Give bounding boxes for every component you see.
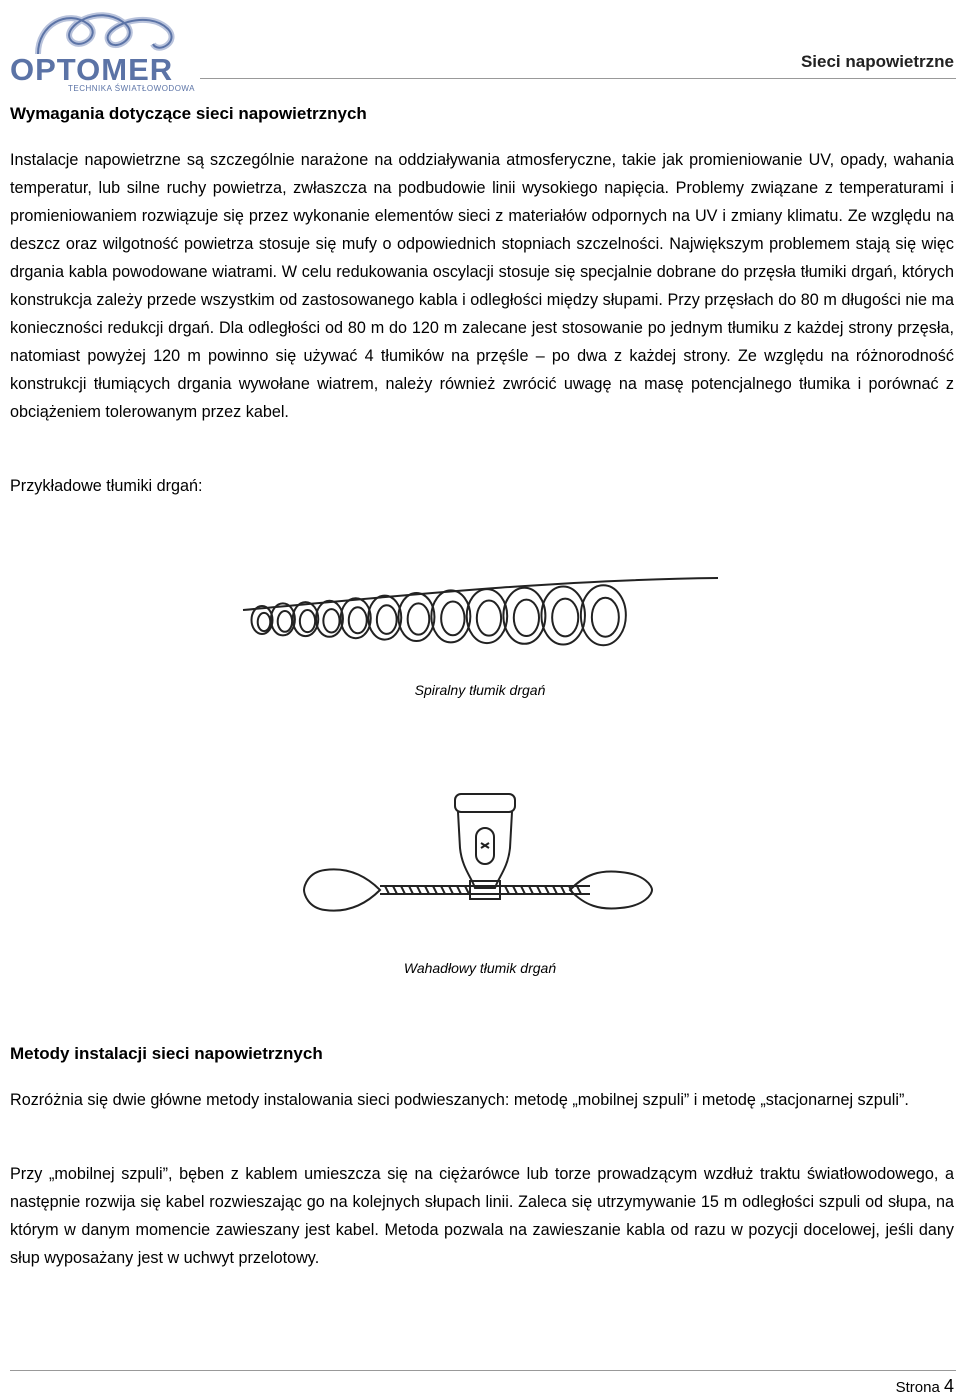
header-divider [200, 78, 956, 79]
pendulum-damper-figure [300, 788, 660, 928]
paragraph-installation-1: Rozróżnia się dwie główne metody instalowania sieci podwieszanych: metodę „mobilnej szpuli” i metodę „stacjonarnej szpuli”. [10, 1091, 909, 1109]
page-label: Strona [895, 1379, 940, 1396]
section-heading-requirements: Wymagania dotyczące sieci napowietrznych [10, 104, 367, 123]
header-title: Sieci napowietrzne [800, 52, 954, 71]
footer-divider [10, 1370, 956, 1371]
logo-subtext: TECHNIKA ŚWIATŁOWODOWA [68, 84, 196, 93]
spiral-damper-caption: Spiralny tłumik drgań [414, 682, 546, 698]
paragraph-requirements: Instalacje napowietrzne są szczególnie narażone na oddziaływania atmosferyczne, takie jak promieniowanie UV, opady, wahania temperatur, lub silne ruchy powietrza, zwłaszcza na podbudowie linii wysokiego napięcia. Problemy związane z temperaturami i promieniowaniem rozwiązuje się przez wykonanie elementów sieci z materiałów odpornych na UV i zmiany klimatu. Ze względu na deszcz oraz wilgotność powietrza stosuje się mufy o odpowiednich stopniach szczelności. Największym problemem stają się więc drgania kabla powodowane wiatrami. W celu redukowania oscylacji stosuje się specjalnie dobrane do przęsła tłumiki drgań, których konstrukcja zależy przede wszystkim od zastosowanego kabla i odległości między słupami. Przy przęsłach do 80 m długości nie ma konieczności redukcji drgań. Dla odległości od 80 m do 120 m zalecane jest stosowanie po jednym tłumiku z każdej strony przęsła, natomiast powyżej 120 m powinno się używać 4 tłumików na przęśle – po dwa z każdej strony. Ze względu na różnorodność konstrukcji tłumiących drgania wywołane wiatrem, należy również zwrócić uwagę na masę potencjalnego tłumika i porównać z obciążeniem tolerowanym przez kabel. [10, 151, 954, 421]
spiral-damper-figure [238, 570, 728, 650]
examples-label: Przykładowe tłumiki drgań: [10, 477, 203, 495]
pendulum-damper-caption: Wahadłowy tłumik drgań [403, 960, 557, 976]
paragraph-installation-2: Przy „mobilnej szpuli”, bęben z kablem umieszcza się na ciężarówce lub torze prowadzącym wzdłuż traktu światłowodowego, a następnie rozwija się kabel rozwieszając go na kolejnych słupach linii. Zaleca się utrzymywanie 15 m odległości szpuli od słupa, na którym w danym momencie zawieszany jest kabel. Metoda pozwala na zawieszanie kabla od razu w pozycji docelowej, jeśli dany słup wyposażany jest w uchwyt przelotowy. [10, 1165, 954, 1267]
company-logo [8, 4, 198, 92]
logo-text: OPTOMER [10, 52, 174, 87]
section-heading-installation: Metody instalacji sieci napowietrznych [10, 1044, 323, 1063]
page-number-value: 4 [943, 1376, 954, 1396]
